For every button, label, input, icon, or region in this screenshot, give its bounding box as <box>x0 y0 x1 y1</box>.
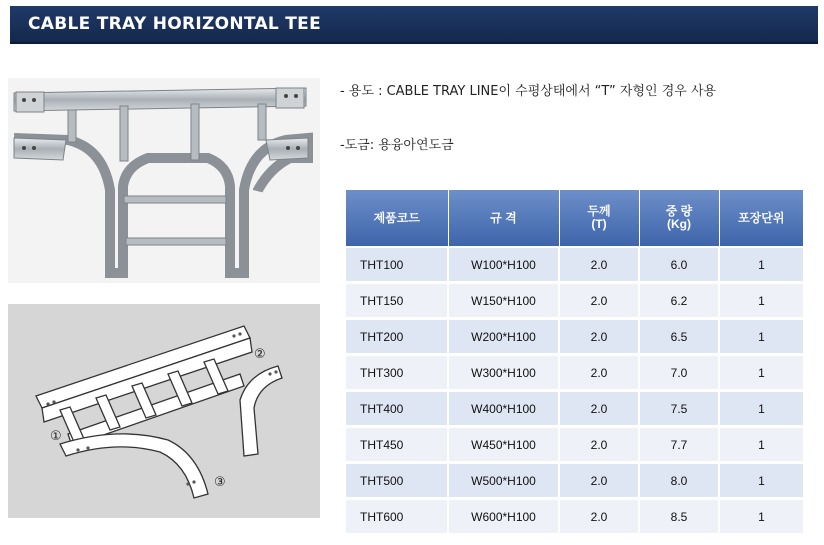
cell-thickness: 2.0 <box>559 463 639 499</box>
cell-unit: 1 <box>719 355 803 391</box>
header-unit: 포장단위 <box>719 190 803 247</box>
cell-weight: 8.0 <box>639 463 719 499</box>
cell-spec: W600*H100 <box>448 499 559 535</box>
table-row <box>346 427 803 463</box>
table-row <box>346 319 803 355</box>
cell-thickness: 2.0 <box>559 499 639 535</box>
header-thickness-label: 두께 <box>587 204 611 218</box>
cell-unit: 1 <box>719 391 803 427</box>
title-bar <box>10 6 818 44</box>
tee-drawing-image <box>8 304 320 518</box>
table-row <box>346 463 803 499</box>
exploded-drawing <box>8 304 320 518</box>
table-row <box>346 355 803 391</box>
cell-code: THT150 <box>346 283 448 319</box>
page-title: CABLE TRAY HORIZONTAL TEE <box>28 14 322 34</box>
cell-thickness: 2.0 <box>559 427 639 463</box>
cell-weight: 7.5 <box>639 391 719 427</box>
cell-weight: 6.5 <box>639 319 719 355</box>
header-spec: 규 격 <box>448 190 559 247</box>
cell-unit: 1 <box>719 499 803 535</box>
cell-thickness: 2.0 <box>559 391 639 427</box>
cell-unit: 1 <box>719 247 803 283</box>
cell-code: THT400 <box>346 391 448 427</box>
cell-thickness: 2.0 <box>559 283 639 319</box>
cell-weight: 7.7 <box>639 427 719 463</box>
cell-thickness: 2.0 <box>559 355 639 391</box>
cell-weight: 7.0 <box>639 355 719 391</box>
cell-thickness: 2.0 <box>559 247 639 283</box>
cell-weight: 8.5 <box>639 499 719 535</box>
cell-weight: 6.0 <box>639 247 719 283</box>
table-row <box>346 499 803 535</box>
cell-unit: 1 <box>719 463 803 499</box>
product-photo <box>8 78 320 283</box>
cell-unit: 1 <box>719 427 803 463</box>
cell-spec: W450*H100 <box>448 427 559 463</box>
cell-code: THT100 <box>346 247 448 283</box>
table-header-row <box>346 190 803 247</box>
cell-spec: W500*H100 <box>448 463 559 499</box>
cell-spec: W300*H100 <box>448 355 559 391</box>
cell-spec: W200*H100 <box>448 319 559 355</box>
cell-code: THT450 <box>346 427 448 463</box>
drawing-marker-2: ② <box>254 347 266 362</box>
cell-code: THT200 <box>346 319 448 355</box>
plating-text: -도금: 용융아연도금 <box>340 138 454 153</box>
cell-spec: W400*H100 <box>448 391 559 427</box>
table-row <box>346 391 803 427</box>
table-row <box>346 247 803 283</box>
tee-photo-image <box>8 78 320 283</box>
table-row <box>346 283 803 319</box>
cell-code: THT600 <box>346 499 448 535</box>
spec-table <box>346 190 803 536</box>
header-thickness <box>559 190 639 247</box>
cell-spec: W100*H100 <box>448 247 559 283</box>
header-weight-unit: (Kg) <box>667 217 691 231</box>
cell-spec: W150*H100 <box>448 283 559 319</box>
header-weight-label: 중 량 <box>665 204 693 218</box>
header-code: 제품코드 <box>346 190 448 247</box>
cell-code: THT500 <box>346 463 448 499</box>
usage-text: - 용도 : CABLE TRAY LINE이 수평상태에서 “T” 자형인 경우 사용 <box>340 84 717 99</box>
cell-code: THT300 <box>346 355 448 391</box>
cell-unit: 1 <box>719 283 803 319</box>
drawing-marker-1: ① <box>50 429 62 444</box>
cell-unit: 1 <box>719 319 803 355</box>
drawing-marker-3: ③ <box>214 475 226 490</box>
header-weight <box>639 190 719 247</box>
cell-thickness: 2.0 <box>559 319 639 355</box>
cell-weight: 6.2 <box>639 283 719 319</box>
header-thickness-unit: (T) <box>591 217 607 231</box>
